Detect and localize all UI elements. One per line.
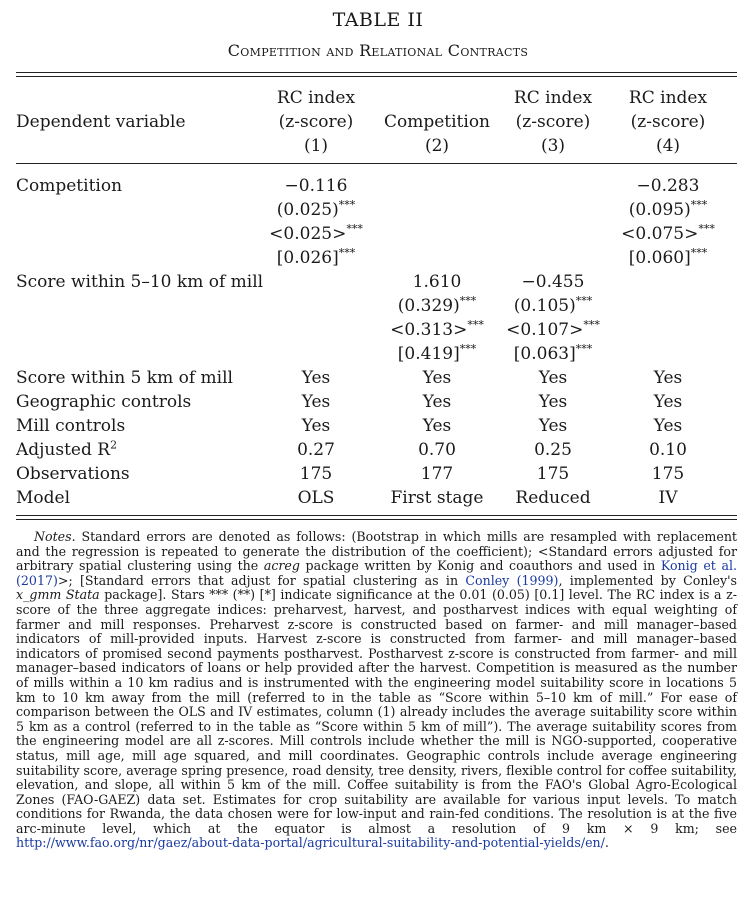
score510-c2-se1: (0.329)*** — [397, 294, 477, 316]
score510-c2-coef: 1.610 — [412, 272, 462, 292]
row-label-model: Model — [16, 488, 71, 508]
table-cell: Yes — [538, 368, 568, 388]
score510-c3-se2: <0.107>*** — [506, 318, 600, 340]
table-cell: IV — [658, 488, 678, 508]
header-dependent-variable: Dependent variable — [16, 112, 186, 132]
citation-link-conley[interactable]: Conley (1999) — [465, 572, 559, 588]
row-label-competition: Competition — [16, 176, 123, 196]
table-cell: Yes — [653, 368, 683, 388]
table-cell: 175 — [651, 464, 685, 484]
table-cell: Yes — [538, 392, 568, 412]
table-cell: Yes — [301, 416, 331, 436]
row-label-observations: Observations — [16, 464, 130, 484]
top-rule — [16, 72, 737, 73]
table-cell: Yes — [538, 416, 568, 436]
citation-link-konig[interactable]: Konig et al. (2017) — [16, 558, 737, 588]
competition-c1-se1: (0.025)*** — [276, 198, 356, 220]
score510-c3-coef: −0.455 — [521, 272, 585, 292]
table-cell: Reduced — [515, 488, 591, 508]
table-cell: 0.25 — [534, 440, 572, 460]
table-cell: Yes — [422, 416, 452, 436]
table-cell: Yes — [653, 392, 683, 412]
table-cell: 0.27 — [297, 440, 335, 460]
header-col4-line2: (z-score) — [630, 112, 706, 132]
table-cell: 0.70 — [418, 440, 456, 460]
competition-c1-se2: <0.025>*** — [269, 222, 363, 244]
row-label-score-5km: Score within 5 km of mill — [16, 368, 233, 388]
fao-gaez-url-link[interactable]: http://www.fao.org/nr/gaez/about-data-portal/agricultural-suitability-and-potential-yields/en/ — [16, 835, 605, 851]
competition-c4-se1: (0.095)*** — [628, 198, 708, 220]
competition-c1-se3: [0.026]*** — [276, 246, 356, 268]
header-col4-num: (4) — [655, 136, 681, 156]
score510-c2-se2: <0.313>*** — [390, 318, 484, 340]
table-cell: Yes — [653, 416, 683, 436]
bottom-rule-2 — [16, 519, 737, 520]
table-cell: 175 — [299, 464, 333, 484]
table-cell: Yes — [301, 368, 331, 388]
notes-lead: Notes. — [34, 529, 76, 544]
header-col1-line1: RC index — [276, 88, 356, 108]
table-cell: OLS — [297, 488, 335, 508]
header-col4-line1: RC index — [628, 88, 708, 108]
table-caption: Competition and Relational Contracts — [227, 41, 529, 60]
row-label-geographic-controls: Geographic controls — [16, 392, 192, 412]
row-label-adjusted-r2: Adjusted $R^2$ — [16, 438, 118, 460]
header-col2-num: (2) — [424, 136, 450, 156]
score510-c2-se3: [0.419]*** — [397, 342, 477, 364]
table-cell: Yes — [422, 392, 452, 412]
score510-c3-se3: [0.063]*** — [513, 342, 593, 364]
header-col1-line2: (z-score) — [278, 112, 354, 132]
row-label-score-5-10: Score within 5–10 km of mill — [16, 272, 264, 292]
row-label-mill-controls: Mill controls — [16, 416, 126, 436]
table-cell: 175 — [536, 464, 570, 484]
table-notes: Notes. Standard errors are denoted as follows: (Bootstrap in which mills are resampled with replacement and the regression is repeated to generate the distribution of the coefficient); <Standard errors adjusted for arbitrary spatial clustering using the acreg package written by Konig and coauthors and used in Konig et al. (2017)>; [Standard errors that adjust for spatial clustering as in Conley (1999), implemented by Conley's x_gmm Stata package]. Stars *** (**) [*] indicate significance at the 0.01 (0.05) [0.1] level. The RC index is a z-score of the three aggregate indices: preharvest, harvest, and postharvest indices with equal weighting of farmer and mill responses. Preharvest z-score is constructed based on farmer- and mill manager–based indicators of mill-provided inputs. Harvest z-score is constructed from farmer- and mill manager–based indicators of promised second payments postharvest. Postharvest z-score is constructed from farmer- and mill manager–based indicators of loans or help provided after the harvest. Competition is measured as the number of mills within a 10 km radius and is instrumented with the engineering model suitability score in locations 5 km to 10 km away from the mill (referred to in the table as “Score within 5–10 km of mill.” For ease of comparison between the OLS and IV estimates, column (1) already includes the average suitability score within 5 km as a control (referred to in the table as “Score within 5 km of mill”). The average suitability scores from the engineering model are all z-scores. Mill controls include whether the mill is NGO-supported, cooperative status, mill age, mill age squared, and mill coordinates. Geographic controls include average engineering suitability score, average spring presence, road density, tree density, rivers, flexible control for coffee suitability, elevation, and slope, all within 5 km of the mill. Coffee suitability is from the FAO's Global Agro-Ecological Zones (FAO-GAEZ) data set. Estimates for crop suitability are available for various input levels. To match conditions for Rwanda, the data chosen were for low-input and rain-fed conditions. The resolution is at the five arc-minute level, which at the equator is almost a resolution of 9 km × 9 km; see http://www.fao.org/nr/gaez/about-data-portal/agricultural-suitability-and-potential-yields/en/. — [16, 529, 738, 851]
competition-c4-se3: [0.060]*** — [628, 246, 708, 268]
competition-c1-coef: −0.116 — [284, 176, 348, 196]
header-rule — [16, 163, 737, 164]
score510-c3-se1: (0.105)*** — [513, 294, 593, 316]
competition-c4-se2: <0.075>*** — [621, 222, 715, 244]
table-cell: 0.10 — [649, 440, 687, 460]
top-rule-2 — [16, 76, 737, 77]
header-col3-line2: (z-score) — [515, 112, 591, 132]
header-col2-line2: Competition — [383, 112, 491, 132]
table-cell: 177 — [420, 464, 454, 484]
table-cell: First stage — [390, 488, 484, 508]
competition-c4-coef: −0.283 — [636, 176, 700, 196]
header-col3-num: (3) — [540, 136, 566, 156]
table-number: TABLE II — [332, 9, 424, 31]
header-col1-num: (1) — [303, 136, 329, 156]
bottom-rule — [16, 515, 737, 516]
table-cell: Yes — [301, 392, 331, 412]
header-col3-line1: RC index — [513, 88, 593, 108]
table-cell: Yes — [422, 368, 452, 388]
